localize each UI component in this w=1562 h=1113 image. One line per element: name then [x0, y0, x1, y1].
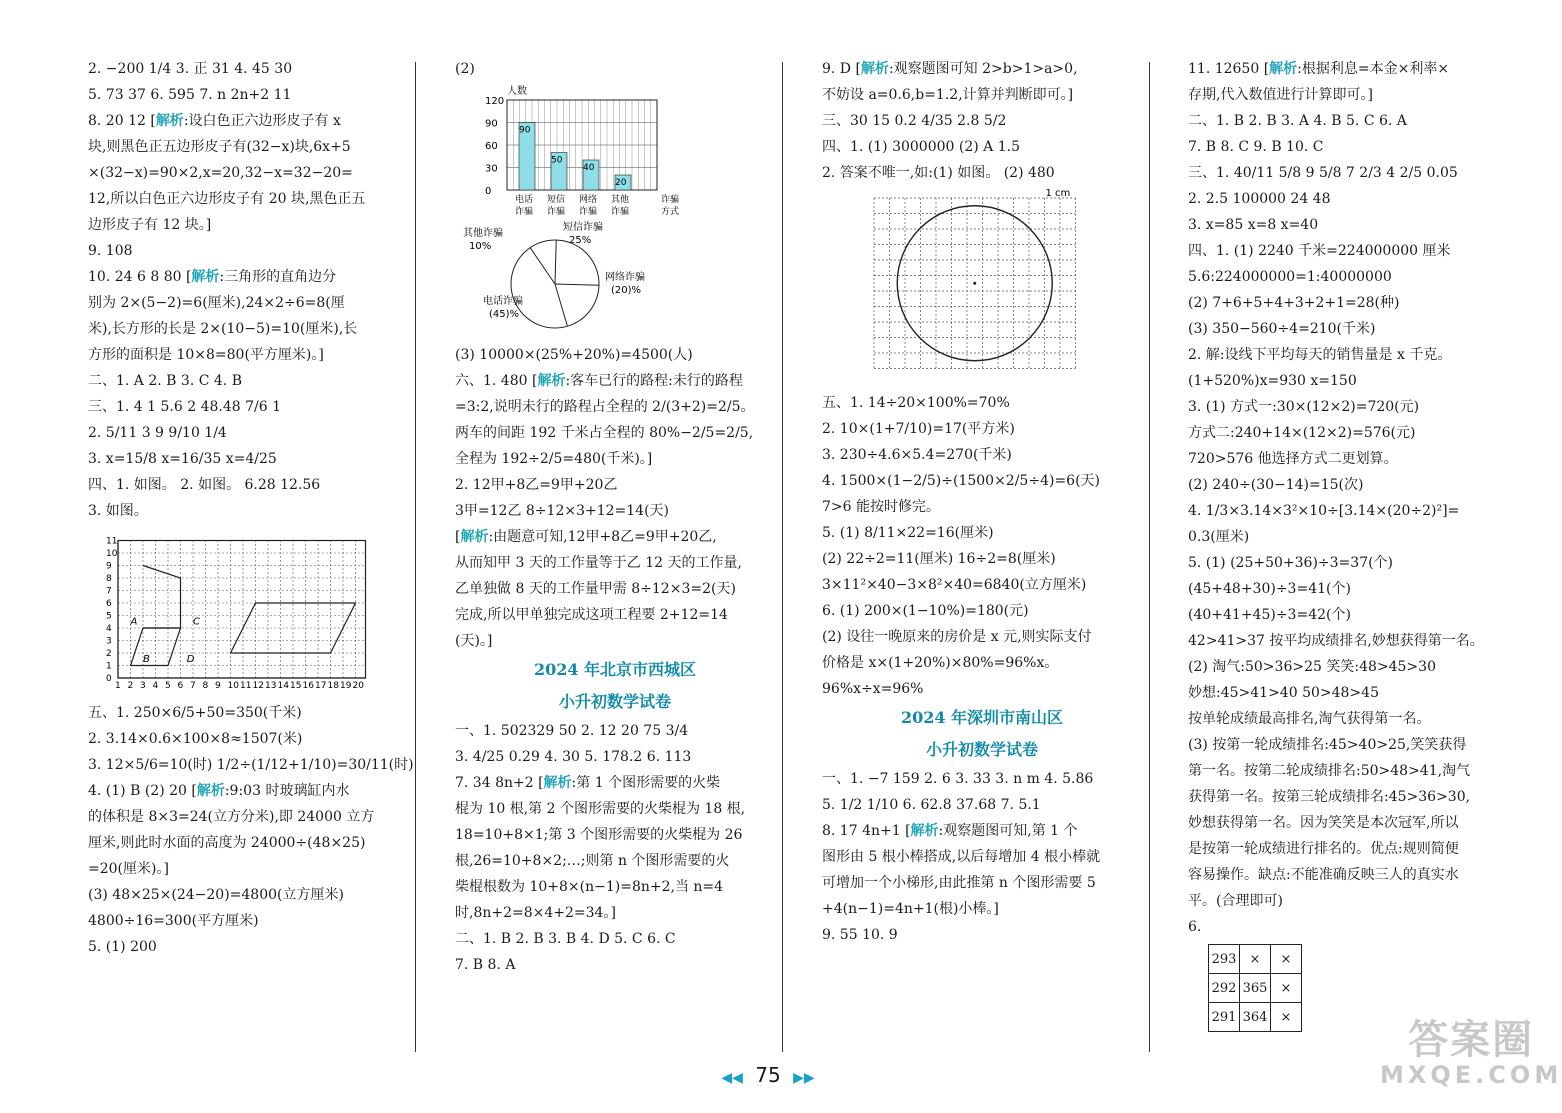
y-tick-label: 4: [106, 624, 112, 634]
column-divider: [415, 62, 416, 1052]
answer-line: 三、1. 40/11 5/8 9 5/8 7 2/3 4 2/5 0.05: [1188, 165, 1458, 181]
x-tick-label: 18: [327, 681, 339, 691]
answer-line: (1+520%)x=930 x=150: [1188, 373, 1357, 389]
table-cell: 291: [1209, 1003, 1240, 1032]
answer-lines: [1188, 56, 1508, 940]
answer-line: 4800÷16=300(平方厘米): [88, 913, 259, 929]
x-tick-label: 11: [240, 681, 252, 691]
table-row: [1209, 945, 1302, 974]
answer-line: 图形由 5 根小棒搭成,以后每增加 4 根小棒就: [822, 849, 1101, 865]
answer-lines: [88, 56, 408, 524]
y-tick-label: 90: [485, 118, 498, 130]
answer-line: 三、1. 4 1 5.6 2 48.48 7/6 1: [88, 399, 282, 415]
y-tick-label: 1: [106, 661, 112, 672]
answer-line: 价格是 x×(1+20%)×80%=96%x。: [822, 655, 1059, 671]
table-cell: ×: [1271, 1003, 1302, 1032]
answer-line: 一、1. −7 159 2. 6 3. 33 3. n m 4. 5.86: [822, 771, 1094, 787]
answer-lines: [455, 56, 775, 82]
x-tick-label: 12: [252, 681, 264, 691]
table-cell: 365: [1240, 974, 1271, 1003]
answer-line: 3. 4/25 0.29 4. 30 5. 178.2 6. 113: [455, 749, 692, 765]
y-tick-label: 60: [485, 141, 498, 152]
answer-line: 6.: [1188, 919, 1202, 935]
answer-line: 3甲=12乙 8÷12×3+12=14(天): [455, 503, 670, 519]
y-tick-label: 8: [106, 574, 112, 584]
exam-title-1: 2024 年北京市西城区 小升初数学试卷: [533, 660, 697, 711]
answer-line: 是按第一轮成绩进行排名的。优点:规则简便: [1188, 841, 1459, 857]
answer-line: 块,则黑色正五边形皮子有(32−x)块,6x+5: [88, 139, 351, 155]
answer-line: 18=10+8×1;第 3 个图形需要的火柴棍为 26: [455, 827, 743, 843]
answer-line: 4. (1) B (2) 20 [解析:9:03 时玻璃缸内水: [88, 783, 350, 799]
answer-line: 四、1. 如图。 2. 如图。 6.28 12.56: [88, 477, 321, 493]
pie-chart: [455, 218, 715, 338]
answer-line: 3. 230÷4.6×5.4=270(千米): [822, 447, 1012, 463]
x-tick-label: 7: [190, 681, 196, 691]
category-label: 短信: [547, 195, 566, 205]
x-tick-label: 1: [115, 681, 121, 691]
answer-line: 第一名。按第二轮成绩排名:50>48>41,淘气: [1188, 763, 1471, 779]
answer-line: 9. 108: [88, 243, 133, 259]
answer-line: 厘米,则此时水面的高度为 24000÷(48×25): [88, 835, 366, 851]
pie-label: 10%: [469, 241, 492, 252]
pie-slice-edge: [555, 284, 599, 285]
answer-line: 三、30 15 0.2 4/35 2.8 5/2: [822, 113, 1007, 129]
answer-line: 五、1. 250×6/5+50=350(千米): [88, 705, 302, 721]
answer-line: 5.6:224000000=1:40000000: [1188, 269, 1392, 285]
table-row: [1209, 1003, 1302, 1032]
answer-line: (2) 7+6+5+4+3+2+1=28(种): [1188, 295, 1400, 311]
answer-line: 根,26=10+8×2;…;则第 n 个图形需要的火: [455, 853, 730, 869]
answer-line: 3. x=85 x=8 x=40: [1188, 217, 1319, 233]
pie-label: 其他诈骗: [463, 228, 503, 239]
y-tick-label: 10: [106, 549, 118, 559]
answer-line: 四、1. (1) 3000000 (2) A 1.5: [822, 139, 1020, 155]
x-tick-label: 3: [140, 681, 146, 691]
answer-line: (2) 设往一晚原来的房价是 x 元,则实际支付: [822, 629, 1092, 645]
answer-line: 4. 1/3×3.14×3²×10÷[3.14×(20÷2)²]=: [1188, 503, 1460, 519]
answer-line: 完成,所以甲单独完成这项工程要 2+12=14: [455, 607, 728, 623]
answer-line: ×(32−x)=90×2,x=20,32−x=32−20=: [88, 165, 353, 181]
answer-line: 3. x=15/8 x=16/35 x=4/25: [88, 451, 277, 467]
answer-line: (3) 按第一轮成绩排名:45>40>25,笑笑获得: [1188, 737, 1467, 753]
answer-line: [解析:由题意可知,12甲+8乙=9甲+20乙,: [455, 529, 717, 545]
answer-line: 方式二:240+14×(12×2)=576(元): [1188, 425, 1416, 441]
answer-column-4: [1188, 56, 1508, 1032]
exam-title-2: 2024 年深圳市南山区 小升初数学试卷: [900, 708, 1064, 759]
x-axis-label: 方式: [661, 207, 680, 217]
y-axis-label: 人数: [507, 86, 527, 97]
answer-line: (天)。]: [455, 633, 493, 649]
answer-line: 平。(合理即可): [1188, 893, 1283, 909]
answer-line: (2): [455, 61, 475, 77]
answer-line: 容易操作。缺点:不能准确反映三人的真实水: [1188, 867, 1459, 883]
answer-line: 二、1. B 2. B 3. B 4. D 5. C 6. C: [455, 931, 676, 947]
answer-line: 六、1. 480 [解析:客车已行的路程:未行的路程: [455, 373, 743, 389]
answer-line: 四、1. (1) 2240 千米=224000000 厘米: [1188, 243, 1451, 259]
pie-label: (20)%: [611, 285, 642, 296]
point-label: B: [143, 653, 150, 665]
bar-value-label: 50: [551, 155, 563, 166]
answer-line: 5. 73 37 6. 595 7. n 2n+2 11: [88, 87, 292, 103]
answer-line: 柴棍根数为 10+8×(n−1)=8n+2,当 n=4: [455, 879, 724, 895]
answer-line: =20(厘米)。]: [88, 861, 169, 877]
table-row: [1209, 974, 1302, 1003]
y-tick-label: 0: [485, 186, 492, 197]
answer-lines: [822, 56, 1142, 186]
category-label: 诈骗: [515, 207, 534, 217]
answer-line: 时,8n+2=8×4+2=34。]: [455, 905, 616, 921]
table-cell: 292: [1209, 974, 1240, 1003]
x-tick-label: 9: [215, 681, 221, 691]
answer-lines: [88, 700, 414, 960]
x-axis-label: 诈骗: [661, 195, 680, 205]
y-tick-label: 30: [485, 163, 498, 175]
answer-line: (40+41+45)÷3=42(个): [1188, 607, 1351, 623]
column-divider: [782, 62, 783, 1052]
rotated-shape: [143, 566, 181, 629]
answer-line: 5. (1) 200: [88, 939, 157, 955]
answer-line: 720>576 他选择方式二更划算。: [1188, 451, 1398, 467]
answer-line: (3) 10000×(25%+20%)=4500(人): [455, 347, 693, 363]
answer-line: 五、1. 14÷20×100%=70%: [822, 395, 1010, 411]
table-cell: ×: [1271, 974, 1302, 1003]
answer-line: +4(n−1)=4n+1(根)小棒。]: [822, 901, 999, 917]
answer-line: 米),长方形的长是 2×(10−5)=10(厘米),长: [88, 321, 358, 337]
pie-label: 短信诈骗: [563, 222, 603, 233]
table-cell: ×: [1240, 945, 1271, 974]
pie-label: 25%: [569, 235, 592, 246]
answer-line: 两车的间距 192 千米占全程的 80%−2/5=2/5,: [455, 425, 754, 441]
answer-lines: [822, 766, 1142, 948]
category-label: 诈骗: [611, 207, 630, 217]
answer-line: 别为 2×(5−2)=6(厘米),24×2÷6=8(厘: [88, 295, 345, 311]
answer-line: 12,所以白色正六边形皮子有 20 块,黑色正五: [88, 191, 366, 207]
answer-line: 妙想:45>41>40 50>48>45: [1188, 685, 1379, 701]
y-tick-label: 9: [106, 561, 112, 572]
answer-line: (3) 48×25×(24−20)=4800(立方厘米): [88, 887, 344, 903]
page-number: ◀◀ 75 ▶▶: [0, 1063, 1536, 1087]
answer-column-1: [88, 56, 414, 960]
x-tick-label: 8: [202, 681, 209, 691]
point-label: A: [130, 616, 138, 628]
bar-value-label: 90: [519, 125, 531, 136]
answer-lines: [822, 390, 1142, 702]
answer-line: 全程为 192÷2/5=480(千米)。]: [455, 451, 653, 467]
answer-line: 6. (1) 200×(1−10%)=180(元): [822, 603, 1029, 619]
point-label: C: [193, 616, 200, 628]
y-tick-label: 7: [106, 586, 112, 597]
answer-line: 7>6 能按时修完。: [822, 499, 940, 515]
answer-line: 8. 20 12 [解析:设白色正六边形皮子有 x: [88, 113, 341, 129]
answer-line: 4. 1500×(1−2/5)÷(1500×2/5÷4)=6(天): [822, 473, 1101, 489]
answer-line: 2. −200 1/4 3. 正 31 4. 45 30: [88, 61, 293, 77]
answer-line: 3×11²×40−3×8²×40=6840(立方厘米): [822, 577, 1087, 593]
answer-line: 96%x÷x=96%: [822, 681, 924, 697]
pie-label: 电话诈骗: [483, 296, 523, 307]
category-label: 其他: [611, 195, 630, 205]
category-label: 诈骗: [547, 207, 566, 217]
circle-figure: [822, 186, 1122, 386]
prev-arrow-icon: ◀◀: [721, 1070, 743, 1086]
category-label: 诈骗: [579, 207, 598, 217]
answer-line: 一、1. 502329 50 2. 12 20 75 3/4: [455, 723, 689, 739]
grid-figure: [88, 530, 378, 690]
table-cell: ×: [1271, 945, 1302, 974]
answer-line: 5. (1) (25+50+36)÷3=37(个): [1188, 555, 1394, 571]
y-tick-label: 120: [485, 96, 505, 107]
answer-line: 3. (1) 方式一:30×(12×2)=720(元): [1188, 399, 1420, 415]
answer-line: 2. 3.14×0.6×100×8≈1507(米): [88, 731, 303, 747]
point-label: D: [186, 653, 195, 665]
x-tick-label: 19: [340, 681, 352, 691]
center-dot: [973, 282, 976, 285]
x-tick-label: 20: [352, 681, 364, 691]
bar-value-label: 40: [583, 163, 595, 173]
x-tick-label: 10: [227, 681, 239, 691]
answer-line: 棍为 10 根,第 2 个图形需要的火柴棍为 18 根,: [455, 801, 746, 817]
answer-line: 8. 17 4n+1 [解析:观察题图可知,第 1 个: [822, 823, 1078, 839]
x-tick-label: 14: [277, 681, 289, 691]
answer-line: 妙想获得第一名。因为笑笑是本次冠军,所以: [1188, 815, 1459, 831]
answer-line: (3) 350−560÷4=210(千米): [1188, 321, 1376, 337]
number-table: [1208, 944, 1302, 1032]
answer-line: 获得第一名。按第三轮成绩排名:45>36>30,: [1188, 789, 1471, 805]
x-tick-label: 15: [290, 681, 302, 691]
category-label: 网络: [579, 195, 598, 205]
next-arrow-icon: ▶▶: [793, 1070, 815, 1086]
answer-line: 42>41>37 按平均成绩排名,妙想获得第一名。: [1188, 633, 1484, 649]
answer-line: 2. 12甲+8乙=9甲+20乙: [455, 477, 618, 493]
answer-column-2: [455, 56, 775, 978]
unit-label: 1 cm: [1045, 188, 1071, 199]
pie-slice-edge: [530, 248, 555, 284]
answer-line: 二、1. A 2. B 3. C 4. B: [88, 373, 242, 389]
answer-line: 的体积是 8×3=24(立方分米),即 24000 立方: [88, 809, 375, 825]
answer-line: 边形皮子有 12 块。]: [88, 217, 212, 233]
x-tick-label: 17: [315, 681, 327, 691]
y-tick-label: 3: [106, 636, 112, 647]
answer-line: 0.3(厘米): [1188, 529, 1250, 545]
answer-line: 11. 12650 [解析:根据利息=本金×利率×: [1188, 61, 1450, 77]
y-tick-label: 5: [106, 611, 112, 622]
answer-line: (45+48+30)÷3=41(个): [1188, 581, 1351, 597]
answer-line: 3. 如图。: [88, 503, 148, 519]
bar-value-label: 20: [615, 178, 627, 188]
answer-line: 9. 55 10. 9: [822, 927, 898, 943]
answer-line: 方形的面积是 10×8=80(平方厘米)。]: [88, 347, 324, 363]
answer-column-3: [822, 56, 1142, 948]
pie-slice-edge: [555, 240, 556, 284]
answer-line: (2) 22÷2=11(厘米) 16÷2=8(厘米): [822, 551, 1056, 567]
grid-frame: [118, 541, 366, 679]
answer-line: 从而知甲 3 天的工作量等于乙 12 天的工作量,: [455, 555, 742, 571]
table-cell: 293: [1209, 945, 1240, 974]
answer-line: (2) 240÷(30−14)=15(次): [1188, 477, 1364, 493]
pie-label: (45)%: [489, 309, 520, 320]
x-tick-label: 5: [165, 681, 171, 691]
x-tick-label: 4: [152, 681, 159, 691]
answer-line: 可增加一个小梯形,由此推第 n 个图形需要 5: [822, 875, 1096, 891]
y-tick-label: 11: [106, 536, 118, 547]
answer-line: 二、1. B 2. B 3. A 4. B 5. C 6. A: [1188, 113, 1407, 129]
table-cell: 364: [1240, 1003, 1271, 1032]
answer-line: 2. 答案不唯一,如:(1) 如图。 (2) 480: [822, 165, 1055, 181]
bar-chart: [455, 82, 715, 217]
answer-line: (2) 淘气:50>36>25 笑笑:48>45>30: [1188, 659, 1436, 675]
y-tick-label: 6: [106, 599, 112, 609]
column-divider: [1149, 62, 1150, 1052]
answer-line: 3. 12×5/6=10(时) 1/2÷(1/12+1/10)=30/11(时): [88, 757, 414, 773]
answer-lines: [455, 718, 775, 978]
answer-line: 2. 解:设线下平均每天的销售量是 x 千克。: [1188, 347, 1452, 363]
pie-label: 网络诈骗: [605, 272, 645, 283]
x-tick-label: 16: [302, 681, 314, 691]
y-tick-label: 2: [106, 649, 112, 659]
answer-line: =3:2,说明未行的路程占全程的 2/(3+2)=2/5。: [455, 399, 755, 415]
answer-line: 2. 10×(1+7/10)=17(平方米): [822, 421, 1015, 437]
answer-line: 7. B 8. C 9. B 10. C: [1188, 139, 1324, 155]
answer-lines: [455, 342, 775, 654]
answer-line: 2. 2.5 100000 24 48: [1188, 191, 1331, 207]
answer-line: 7. 34 8n+2 [解析:第 1 个图形需要的火柴: [455, 775, 721, 791]
answer-line: 存期,代入数值进行计算即可。]: [1188, 87, 1373, 103]
y-tick-label: 0: [106, 674, 112, 684]
category-label: 电话: [515, 195, 534, 205]
x-tick-label: 6: [177, 681, 184, 691]
x-tick-label: 13: [265, 681, 277, 691]
answer-line: 7. B 8. A: [455, 957, 516, 973]
answer-line: 10. 24 6 8 80 [解析:三角形的直角边分: [88, 269, 337, 285]
answer-line: 2. 5/11 3 9 9/10 1/4: [88, 425, 227, 441]
answer-line: 5. (1) 8/11×22=16(厘米): [822, 525, 994, 541]
answer-line: 5. 1/2 1/10 6. 62.8 37.68 7. 5.1: [822, 797, 1041, 813]
answer-line: 9. D [解析:观察题图可知 2>b>1>a>0,: [822, 61, 1078, 77]
answer-line: 按单轮成绩最高排名,淘气获得第一名。: [1188, 711, 1431, 727]
answer-line: 乙单独做 8 天的工作量甲需 8÷12×3=2(天): [455, 581, 736, 597]
pie-slice-edge: [555, 284, 567, 326]
answer-line: 不妨设 a=0.6,b=1.2,计算并判断即可。]: [822, 87, 1074, 103]
x-tick-label: 2: [127, 681, 134, 691]
watermark: 答案圈 MXQE.COM: [1380, 1017, 1562, 1089]
